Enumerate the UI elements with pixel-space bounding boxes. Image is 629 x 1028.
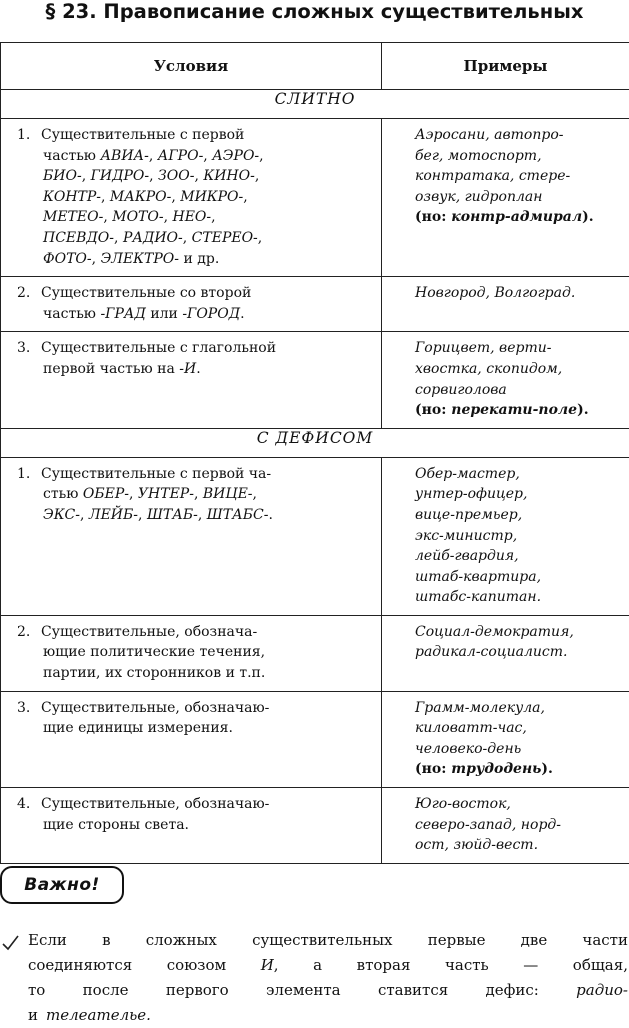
rule-number: 2. [17, 622, 41, 643]
note-word: радио- [576, 978, 628, 1003]
rule-number: 1. [17, 464, 41, 485]
condition-cell [1, 277, 382, 332]
section-row-hyphen [1, 428, 629, 457]
condition-line: 3. Существительные с глагольной [17, 338, 373, 359]
condition-line: ЭКС-, ЛЕЙБ-, ШТАБ-, ШТАБС-. [17, 505, 373, 526]
condition-line: 1. Существительные с первой ча- [17, 464, 373, 485]
condition-line: КОНТР-, МАКРО-, МИКРО-, [17, 187, 373, 208]
header-conditions: Условия [1, 43, 382, 90]
note-word-italic: телеателье. [46, 1003, 151, 1028]
note-word: в [102, 928, 110, 953]
note-word: то [28, 978, 45, 1003]
example-cell [382, 691, 629, 787]
rule-row [1, 277, 629, 332]
example-cell [382, 119, 629, 277]
exception-note: (но: перекати-поле). [415, 400, 621, 421]
condition-line: 3. Существительные, обозначаю- [17, 698, 373, 719]
example-cell [382, 457, 629, 615]
note-word: И, [261, 953, 279, 978]
example-line: Социал-демократия, [415, 624, 574, 640]
note-word: соединяются [28, 953, 132, 978]
page-title: § 23. Правописание сложных существительных [0, 0, 629, 32]
exception-word: перекати-поле [451, 402, 577, 418]
note-word: Если [28, 928, 67, 953]
example-line: киловатт-час, [415, 720, 527, 736]
condition-cell [1, 788, 382, 864]
note-word: две [521, 928, 548, 953]
condition-line: МЕТЕО-, МОТО-, НЕО-, [17, 207, 373, 228]
rule-number: 3. [17, 338, 41, 359]
exception-word: контр-адмирал [451, 209, 582, 225]
condition-line: частью -ГРАД или -ГОРОД. [17, 304, 373, 325]
important-note-line-4 [28, 1003, 628, 1028]
header-examples: Примеры [382, 43, 629, 90]
exception-note: (но: контр-адмирал). [415, 207, 621, 228]
note-word: общая, [573, 953, 628, 978]
example-line: штаб-квартира, [415, 569, 541, 585]
section-row-together [1, 90, 629, 119]
rule-number: 1. [17, 125, 41, 146]
checkmark-icon [0, 932, 22, 954]
example-line: Аэросани, автопро- [415, 127, 564, 143]
rule-number: 2. [17, 283, 41, 304]
important-badge: Важно! [0, 866, 124, 904]
example-line: ост, зюйд-вест. [415, 837, 538, 853]
rule-row [1, 119, 629, 277]
condition-line: ФОТО-, ЭЛЕКТРО- и др. [17, 249, 373, 270]
note-word: ставится [378, 978, 448, 1003]
note-word: элемента [266, 978, 341, 1003]
condition-cell [1, 332, 382, 428]
example-line: Грамм-молекула, [415, 700, 545, 716]
rule-row [1, 457, 629, 615]
condition-line: стью ОБЕР-, УНТЕР-, ВИЦЕ-, [17, 484, 373, 505]
rule-row [1, 615, 629, 691]
rule-row [1, 691, 629, 787]
condition-line: БИО-, ГИДРО-, ЗОО-, КИНО-, [17, 166, 373, 187]
note-word: — [523, 953, 538, 978]
exception-word: трудодень [451, 761, 541, 777]
example-cell [382, 277, 629, 332]
table-header-row [1, 43, 629, 90]
note-word: вторая [357, 953, 411, 978]
important-note [28, 928, 628, 1028]
example-line: лейб-гвардия, [415, 548, 519, 564]
condition-line: 2. Существительные, обознача- [17, 622, 373, 643]
important-note-line-3 [28, 978, 628, 1003]
condition-cell [1, 457, 382, 615]
example-line: вице-премьер, [415, 507, 522, 523]
condition-line: ющие политические течения, [17, 642, 373, 663]
example-cell [382, 615, 629, 691]
example-line: Горицвет, верти- [415, 340, 551, 356]
example-line: штабс-капитан. [415, 589, 541, 605]
example-line: контратака, стере- [415, 168, 570, 184]
condition-line: 1. Существительные с первой [17, 125, 373, 146]
note-word: первые [428, 928, 486, 953]
note-word: сложных [146, 928, 217, 953]
rule-row [1, 788, 629, 864]
example-line: сорвиголова [415, 382, 507, 398]
condition-line: 2. Существительные со второй [17, 283, 373, 304]
condition-line: частью АВИА-, АГРО-, АЭРО-, [17, 146, 373, 167]
example-line: хвостка, скопидом, [415, 361, 562, 377]
example-line: Юго-восток, [415, 796, 511, 812]
example-cell [382, 788, 629, 864]
condition-cell [1, 615, 382, 691]
note-word: части [582, 928, 628, 953]
condition-line: партии, их сторонников и т.п. [17, 663, 373, 684]
note-word: часть [445, 953, 489, 978]
condition-line: ПСЕВДО-, РАДИО-, СТЕРЕО-, [17, 228, 373, 249]
example-line: бег, мотоспорт, [415, 148, 542, 164]
rules-table [0, 42, 629, 864]
condition-line: 4. Существительные, обозначаю- [17, 794, 373, 815]
section-title-together: СЛИТНО [1, 90, 629, 119]
example-line: Обер-мастер, [415, 466, 520, 482]
rule-number: 3. [17, 698, 41, 719]
rule-number: 4. [17, 794, 41, 815]
note-word: существительных [252, 928, 392, 953]
important-note-line-1 [28, 928, 628, 953]
note-word: дефис: [486, 978, 539, 1003]
condition-cell [1, 119, 382, 277]
condition-line: первой частью на -И. [17, 359, 373, 380]
example-line: радикал-социалист. [415, 644, 567, 660]
note-word: союзом [167, 953, 226, 978]
exception-note: (но: трудодень). [415, 759, 621, 780]
note-word: и [28, 1003, 38, 1028]
rule-row [1, 332, 629, 428]
example-line: человеко-день [415, 741, 521, 757]
example-line: унтер-офицер, [415, 486, 527, 502]
example-line: озвук, гидроплан [415, 189, 542, 205]
condition-cell [1, 691, 382, 787]
condition-line: щие стороны света. [17, 815, 373, 836]
important-note-line-2 [28, 953, 628, 978]
condition-line: щие единицы измерения. [17, 718, 373, 739]
example-cell [382, 332, 629, 428]
section-title-hyphen: С ДЕФИСОМ [1, 428, 629, 457]
note-word: а [313, 953, 322, 978]
note-word: первого [166, 978, 229, 1003]
example-line: экс-министр, [415, 528, 517, 544]
note-word: после [83, 978, 129, 1003]
example-line: Новгород, Волгоград. [415, 285, 575, 301]
example-line: северо-запад, норд- [415, 817, 561, 833]
